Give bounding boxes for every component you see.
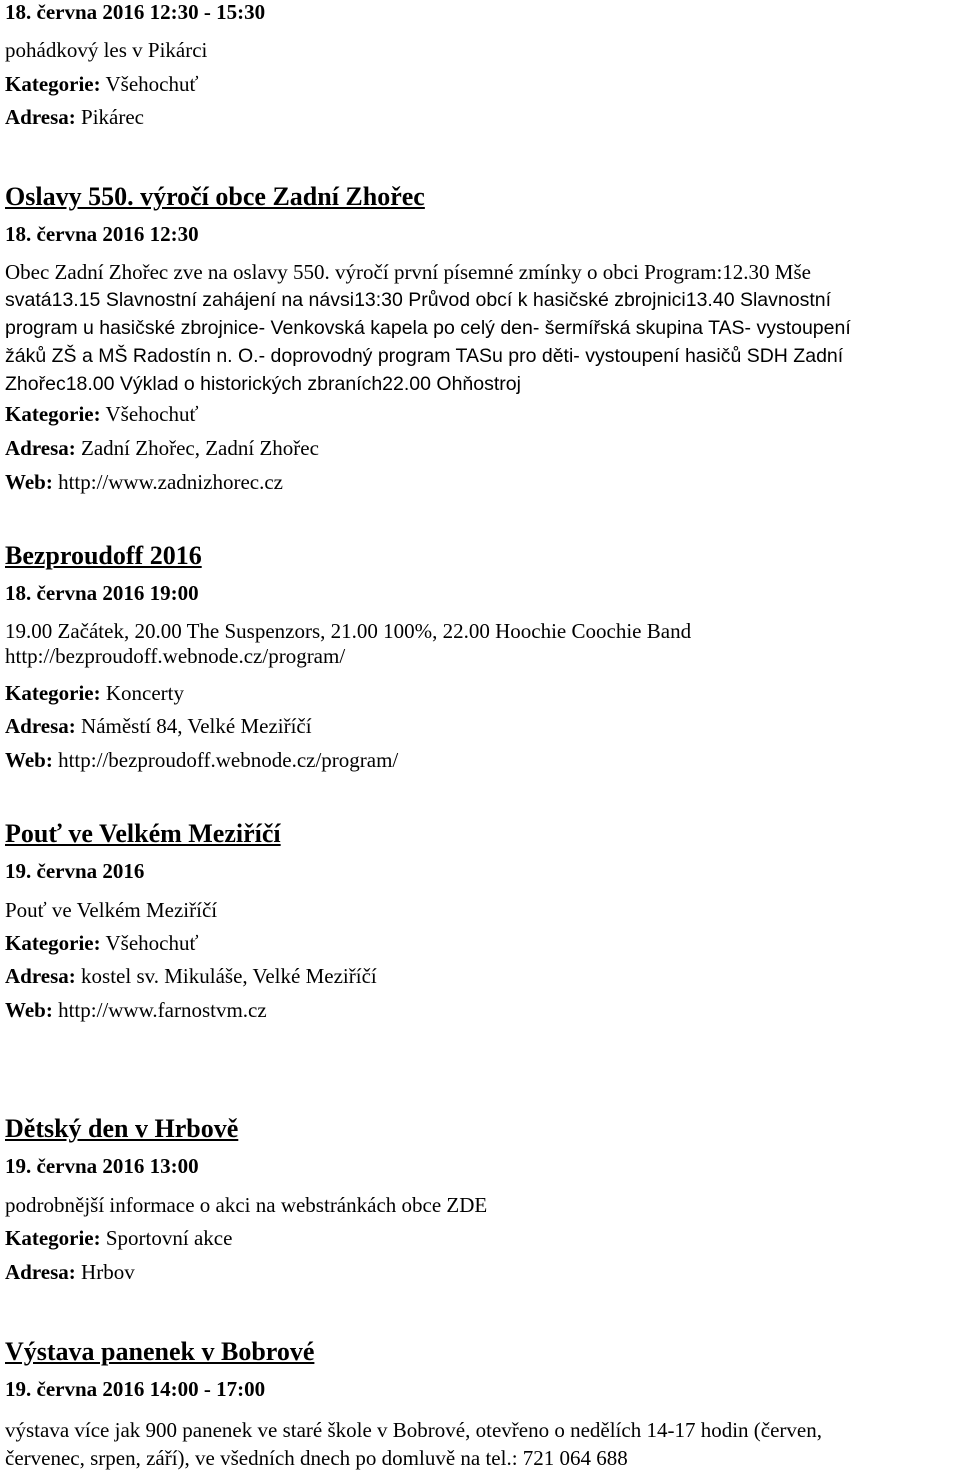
event-address [5,105,144,129]
event-title-link[interactable]: Bezproudoff 2016 [5,541,202,570]
address-label: Adresa: [5,436,76,460]
address-value: Hrbov [81,1260,135,1284]
description-line: 19.00 Začátek, 20.00 The Suspenzors, 21.00 100%, 22.00 Hoochie Coochie Band [5,619,692,643]
address-value: Zadní Zhořec, Zadní Zhořec [81,436,319,460]
category-value: Všehochuť [105,72,199,96]
web-link[interactable]: http://www.zadnizhorec.cz [58,470,283,494]
category-label: Kategorie: [5,1226,101,1250]
event-date: 19. června 2016 14:00 - 17:00 [5,1377,266,1401]
description-line: výstava více jak 900 panenek ve staré škole v Bobrové, otevřeno o nedělích 14-17 hodin (červen, [5,1418,822,1442]
event-address [5,1260,135,1284]
event-description [5,898,217,922]
description-line: http://bezproudoff.webnode.cz/program/ [5,644,346,668]
event-address [5,964,377,988]
event-category [5,72,198,96]
event-category [5,402,198,426]
event-web [5,998,267,1022]
web-label: Web: [5,470,53,494]
description-line: Pouť ve Velkém Meziříčí [5,898,218,922]
address-label: Adresa: [5,1260,76,1284]
description-line: podrobnější informace o akci na webstránkách obce ZDE [5,1193,488,1217]
event-description [5,38,207,62]
event-web [5,748,398,772]
category-label: Kategorie: [5,402,101,426]
event-web [5,470,283,494]
description-line: červenec, srpen, září), ve všedních dnech po domluvě na tel.: 721 064 688 [5,1446,628,1470]
address-value: Náměstí 84, Velké Meziříčí [81,714,312,738]
description-line: program u hasičské zbrojnice- Venkovská kapela po celý den- šermířská skupina TAS- vystoupení [5,317,851,339]
event-title-link[interactable]: Dětský den v Hrbově [5,1114,239,1143]
web-label: Web: [5,998,53,1022]
address-value: kostel sv. Mikuláše, Velké Meziříčí [81,964,377,988]
event-description [5,619,691,669]
category-label: Kategorie: [5,931,101,955]
description-line: pohádkový les v Pikárci [5,38,208,62]
event-category [5,681,184,705]
address-label: Adresa: [5,105,76,129]
event-description [5,258,851,398]
address-value: Pikárec [81,105,145,129]
event-category [5,1226,232,1250]
event-date: 19. června 2016 13:00 [5,1154,199,1178]
address-label: Adresa: [5,964,76,988]
description-line: svatá13.15 Slavnostní zahájení na návsi13:30 Průvod obcí k hasičské zbrojnici13.40 Slavnostní [5,289,832,311]
category-value: Koncerty [105,681,185,705]
web-label: Web: [5,748,53,772]
web-link[interactable]: http://bezproudoff.webnode.cz/program/ [58,748,399,772]
category-label: Kategorie: [5,72,101,96]
event-description [5,1416,822,1472]
event-address [5,714,312,738]
description-line: Obec Zadní Zhořec zve na oslavy 550. výročí první písemné zmínky o obci Program:12.30 Mše [5,260,811,284]
description-line: žáků ZŠ a MŠ Radostín n. O.- doprovodný program TASu pro děti- vystoupení hasičů SDH Zadní [5,345,844,367]
event-address [5,436,319,460]
event-title-link[interactable]: Pouť ve Velkém Meziříčí [5,819,281,848]
category-value: Sportovní akce [105,1226,233,1250]
category-value: Všehochuť [105,931,199,955]
description-line: Zhořec18.00 Výklad o historických zbraních22.00 Ohňostroj [5,373,521,395]
event-date: 18. června 2016 19:00 [5,581,199,605]
event-title-link[interactable]: Výstava panenek v Bobrové [5,1337,315,1366]
event-date: 19. června 2016 [5,859,145,883]
event-date: 18. června 2016 12:30 - 15:30 [5,0,266,24]
address-label: Adresa: [5,714,76,738]
event-date: 18. června 2016 12:30 [5,222,199,246]
web-link[interactable]: http://www.farnostvm.cz [58,998,267,1022]
category-value: Všehochuť [105,402,199,426]
event-category [5,931,198,955]
event-description [5,1193,487,1217]
category-label: Kategorie: [5,681,101,705]
event-title-link[interactable]: Oslavy 550. výročí obce Zadní Zhořec [5,182,425,211]
